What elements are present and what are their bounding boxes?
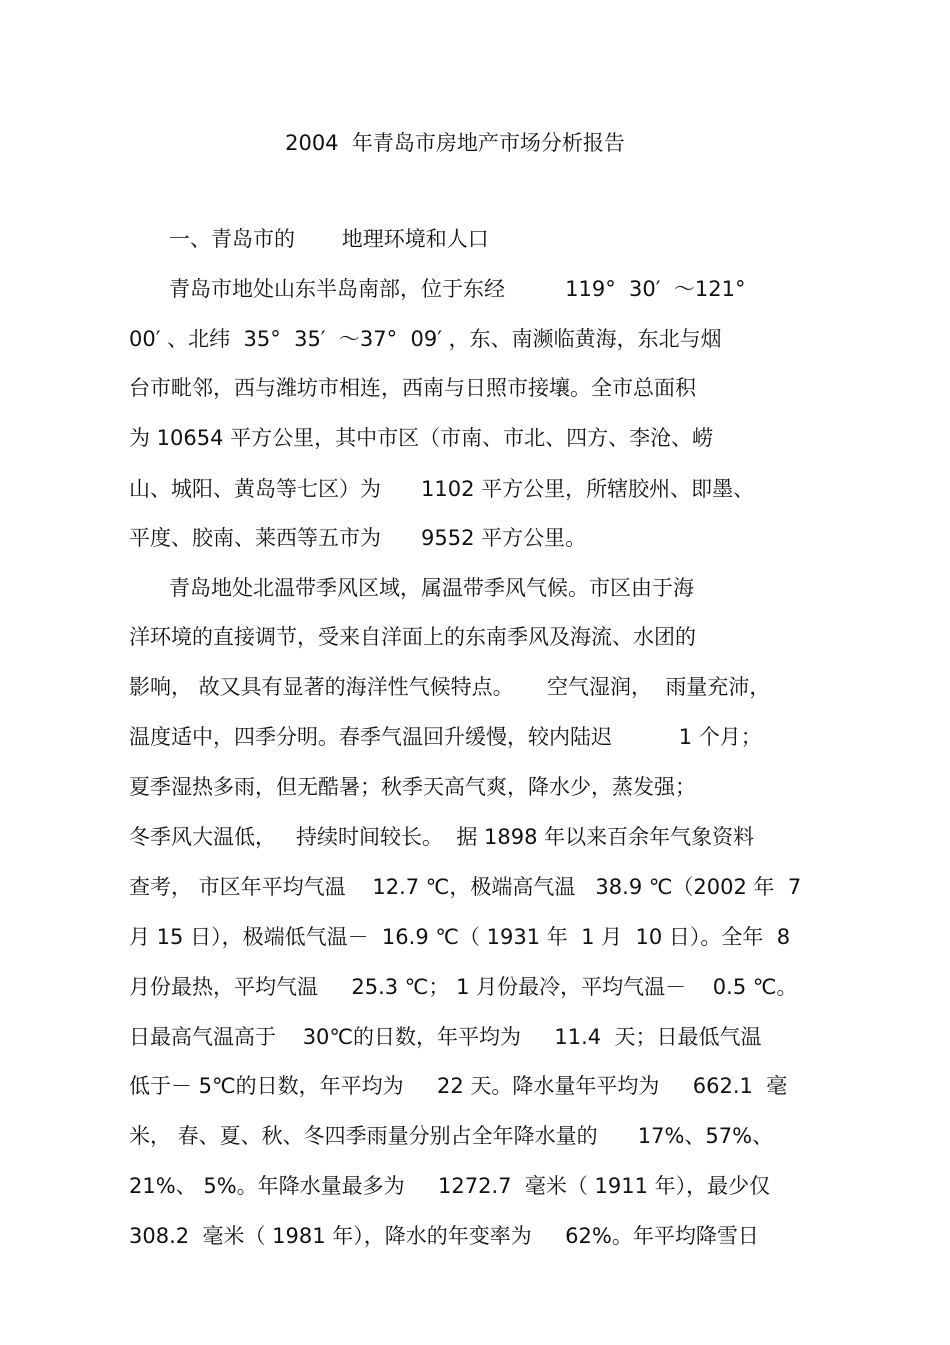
- text-line: 米， 春、夏、秋、冬四季雨量分别占全年降水量的 17%、57%、: [129, 1124, 774, 1148]
- text-line: 查考， 市区年平均气温 12.7 ℃，极端高气温 38.9 ℃（2002 年 7: [129, 875, 802, 899]
- text-line: 青岛地处北温带季风区域，属温带季风气候。市区由于海: [129, 576, 695, 600]
- text-line: 21%、 5%。年降水量最多为 1272.7 毫米（ 1911 年），最少仅: [129, 1174, 771, 1198]
- text-line: 308.2 毫米（ 1981 年），降水的年变率为 62%。年平均降雪日: [129, 1224, 759, 1248]
- text-line: 影响， 故又具有显著的海洋性气候特点。 空气湿润， 雨量充沛，: [129, 675, 771, 699]
- text-line: 平度、胶南、莱西等五市为 9552 平方公里。: [129, 526, 587, 550]
- text-line: 月份最热，平均气温 25.3 ℃； 1 月份最冷，平均气温－ 0.5 ℃。: [129, 975, 798, 999]
- text-line: 冬季风大温低， 持续时间较长。 据 1898 年以来百余年气象资料: [129, 825, 755, 849]
- text-line: 00′ 、北纬 35° 35′ ～37° 09′ ，东、南濒临黄海，东北与烟: [129, 327, 722, 351]
- section-heading: 一、青岛市的 地理环境和人口: [129, 227, 489, 251]
- text-line: 山、城阳、黄岛等七区）为 1102 平方公里，所辖胶州、即墨、: [129, 477, 755, 501]
- text-line: 月 15 日），极端低气温－ 16.9 ℃（ 1931 年 1 月 10 日）。全年 8: [129, 925, 791, 949]
- text-line: 洋环境的直接调节，受来自洋面上的东南季风及海流、水团的: [129, 625, 696, 649]
- text-line: 温度适中，四季分明。春季气温回升缓慢，较内陆迟 1 个月；: [129, 725, 762, 749]
- text-line: 低于－ 5℃的日数，年平均为 22 天。降水量年平均为 662.1 毫: [129, 1074, 788, 1098]
- document-title: 2004 年青岛市房地产市场分析报告: [285, 131, 625, 155]
- text-line: 青岛市地处山东半岛南部，位于东经 119° 30′ ～121°: [129, 277, 746, 301]
- text-line: 日最高气温高于 30℃的日数，年平均为 11.4 天；日最低气温: [129, 1025, 762, 1049]
- text-line: 台市毗邻，西与潍坊市相连，西南与日照市接壤。全市总面积: [129, 376, 696, 400]
- text-line: 为 10654 平方公里，其中市区（市南、市北、四方、李沧、崂: [129, 426, 714, 450]
- text-line: 夏季湿热多雨，但无酷暑；秋季天高气爽，降水少，蒸发强；: [129, 775, 696, 799]
